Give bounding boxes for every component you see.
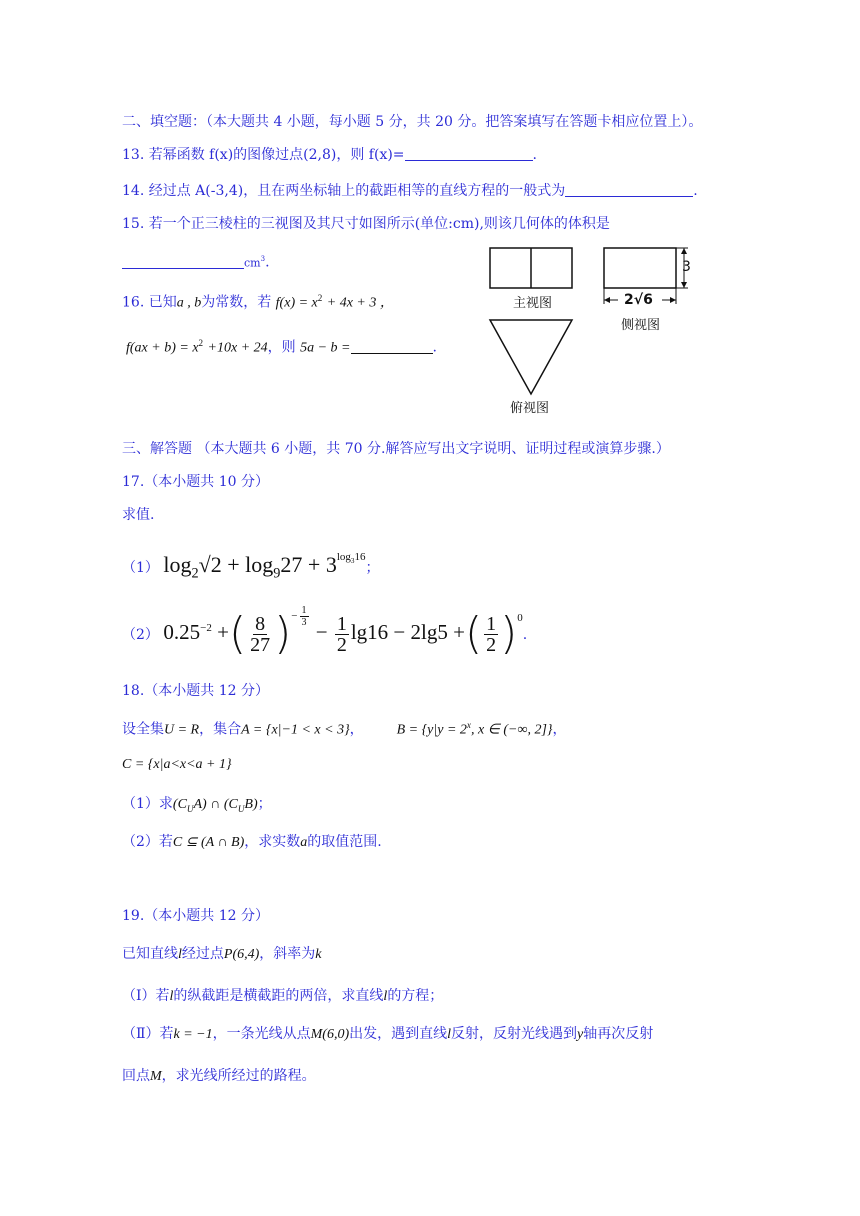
q16-line2-mid: ，则 [267,339,296,356]
q14-text: 经过点 A(-3,4)，且在两坐标轴上的截距相等的直线方程的一般式为 [148,183,566,199]
q19-P: P(6,4) [223,947,260,962]
q19-line1-c: ，斜率为 [259,946,316,962]
q15-unit: cm [244,256,261,270]
q18-p1-expr: $(C_UA)$ ∩ $(C_UB)$ [172,797,258,814]
q17-p2-end: . [522,627,528,643]
q15-end: . [265,254,270,271]
q17-p2-label: （2） [122,627,159,643]
height-arrow-up [681,248,687,254]
q16-expr: 5a − b = [300,340,351,356]
q17-p1-expr: $\log_2√2 + \log_927 + 3^{log_316}$ [163,551,366,582]
q18-B-rest: , x ∈ (−∞, 2]} [470,722,553,738]
q13-answer-blank[interactable] [405,146,533,161]
q18-line1-a: 设全集 [122,721,164,738]
q17-p2-expr: $0.25^{-2}$ +( $\frac{8}{27}$ )$^{- \frac{1}{3}}$ − $\frac{1}{2}$ lg16 − 2lg5 +( $\frac{1}{2}$ )$^0$ [163,604,523,660]
q19-p2-d: 反射，反射光线遇到 [451,1026,578,1042]
q18-A-set: A = {x|−1 < x < 3} [241,722,350,738]
top-view-label: 俯视图 [510,401,550,416]
q16-number: 16. [122,294,145,311]
q16-answer-blank[interactable] [351,339,433,354]
front-view-label: 主视图 [513,296,553,311]
side-view-label: 侧视图 [621,318,661,333]
q16-end: . [432,339,437,356]
q15-unit-sup: 3 [260,255,266,263]
q18-U: U = R [164,722,200,738]
q19-part2 [122,1022,653,1046]
q19-M: M [150,1069,162,1084]
question-13 [122,145,537,165]
top-view-triangle [490,320,572,394]
q18-line1: 设全集U = R，集合A = {x|−1 < x < 3}， $B = \{y|y = 2^x$, x ∈ (−∞, 2]}， [122,720,567,738]
side-view-rect [604,248,676,288]
q18-C-set: C = {x|a<x<a + 1} [122,757,232,772]
q19-p1-label: （Ⅰ）若 [122,988,170,1004]
q19-p2-e: 轴再次反射 [583,1026,654,1042]
question-16-line1: 16. 已知a , b为常数，若 $f(x) = x^2 + 4x + 3$ ， [122,293,394,311]
q15-answer-blank[interactable] [122,254,244,269]
q19-p1-c: 的方程； [387,988,444,1004]
q16-line2-lhs: f(ax + b) = x [126,340,199,356]
width-value: 2√6 [624,292,653,308]
q16-fx-rest: + 4x + 3 ， [326,295,394,311]
q18-line1-d: ， [552,721,567,738]
q18-line2 [122,752,232,776]
q18-B-set: B = {y|y = 2 [396,722,467,738]
width-arrow-right [670,297,676,303]
q19-l: l [178,947,182,962]
question-14 [122,181,698,201]
q14-end: . [693,183,698,199]
q19-p2-b: ，一条光线从点 [212,1026,311,1042]
q18-line1-c: ， [349,721,364,738]
section2-heading: 二、填空题：（本大题共 4 小题，每小题 5 分，共 20 分。把答案填写在答题卡相应位置上）。 [122,114,703,130]
q19-line1-b: 经过点 [181,946,224,962]
q18-p2-end: 的取值范围. [307,834,382,850]
q18-part2 [122,830,382,854]
width-arrow-left [604,297,610,303]
question-16-line2: $f(ax + b) = x^2 +10x + 24$，则 5a − b = . [126,338,437,356]
q16-fx: f(x) = x [275,295,318,311]
q19-p1-l2: l [383,989,388,1004]
question-15 [122,214,610,234]
q18-p2-label: （2）若 [122,834,173,850]
q15-text: 若一个正三棱柱的三视图及其尺寸如图所示(单位:cm),则该几何体的体积是 [148,216,610,232]
height-arrow-down [681,282,687,288]
q15-number: 15. [122,216,145,232]
section3-heading: 三、解答题 （本大题共 6 小题，共 70 分.解答应写出文字说明、证明过程或演算步骤.） [122,441,670,457]
q19-p2-l: l [447,1027,452,1042]
q19-header: 19.（本小题共 12 分） [122,908,269,924]
question-15-answer-line [122,249,270,274]
q14-answer-blank[interactable] [565,182,693,197]
q13-number: 13. [122,147,145,163]
height-value: 3 [682,259,691,275]
three-view-figure [480,240,700,420]
q17-p1-label: （1） [122,560,159,576]
q17-part2 [122,585,528,660]
q19-line1 [122,942,322,966]
q18-p1-end: ； [257,796,272,812]
q16-text-b: 为常数，若 [201,294,272,311]
q17-part1 [122,540,380,582]
q13-end: . [532,147,537,163]
q19-last-b: ，求光线所经过的路程。 [161,1068,316,1084]
q19-M6: M(6,0) [310,1027,350,1042]
q19-part1 [122,984,443,1008]
q19-last-a: 回点 [122,1068,150,1084]
q19-last-line [122,1064,316,1088]
q18-p2-expr: C ⊆ (A ∩ B) [172,835,245,850]
q17-header: 17.（本小题共 10 分） [122,474,269,490]
q19-p2-c: 出发，遇到直线 [349,1026,448,1042]
q18-part1 [122,792,272,816]
q18-line1-b: ，集合 [199,721,242,738]
q17-intro: 求值. [122,507,155,523]
q18-p2-var: a [300,835,308,850]
q16-text-a: 已知 [148,294,177,311]
q19-p2-label: （Ⅱ）若 [122,1026,174,1042]
q18-p2-mid: ，求实数 [244,834,301,850]
q19-line1-a: 已知直线 [122,946,178,962]
q19-p1-l: l [169,989,174,1004]
q16-line2-rest: +10x + 24 [207,340,268,356]
q19-k: k [315,947,322,962]
q18-p1-label: （1）求 [122,796,173,812]
q13-text: 若幂函数 f(x)的图像过点(2,8)，则 f(x)= [148,147,405,163]
q19-p1-b: 的纵截距是横截距的两倍，求直线 [173,988,384,1004]
q16-ab: a , b [176,295,202,311]
q18-header: 18.（本小题共 12 分） [122,683,269,699]
q17-p1-end: ； [365,560,380,576]
q19-y: y [577,1027,584,1042]
q14-number: 14. [122,183,145,199]
q19-k-eq: k = −1 [173,1027,213,1042]
